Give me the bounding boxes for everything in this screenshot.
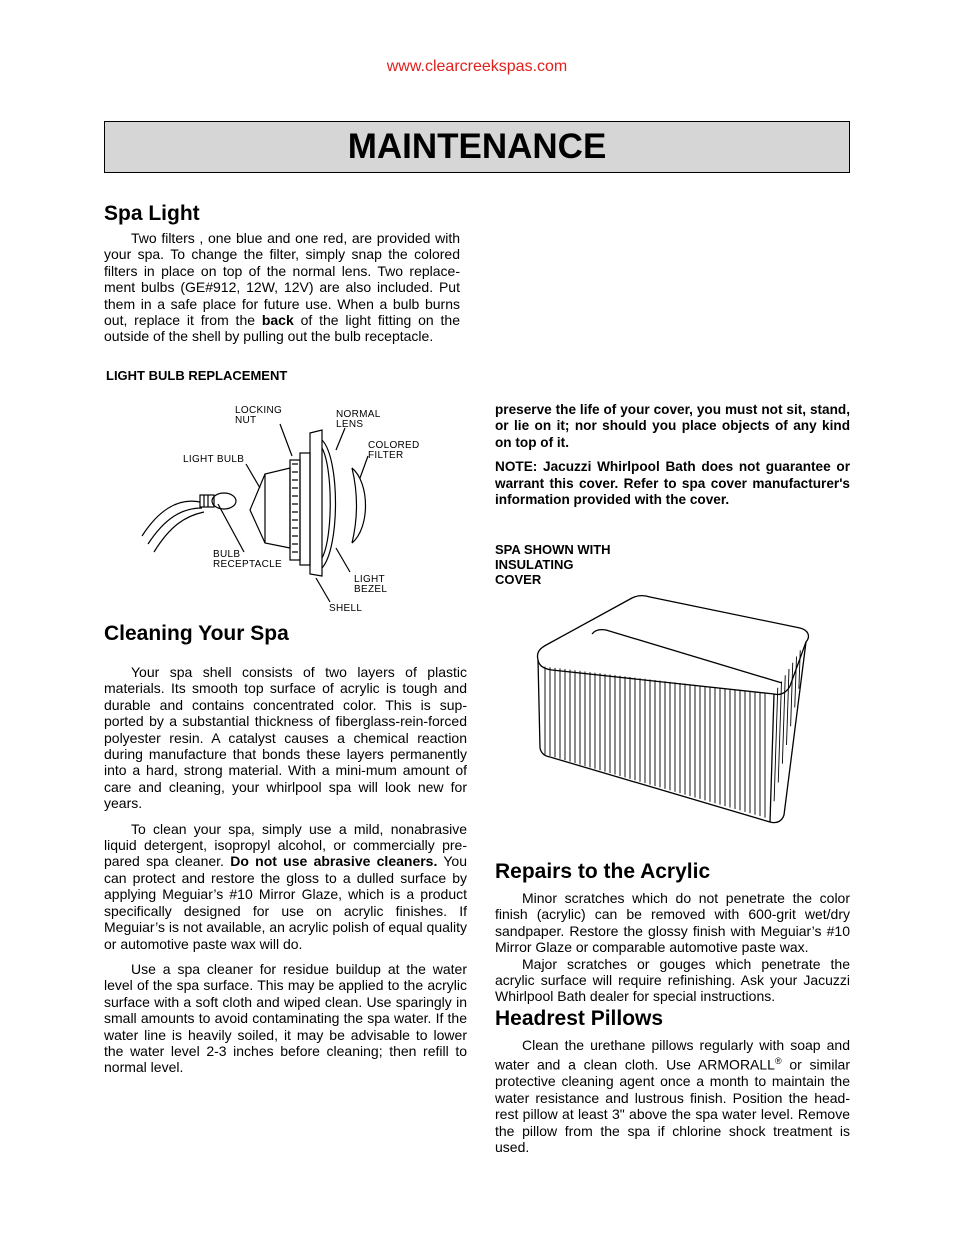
label-light-bulb: LIGHT BULB [183,454,245,465]
spa-light-heading: Spa Light [104,202,200,225]
spa-light-section [104,202,460,345]
repairs-heading: Repairs to the Acrylic [495,860,711,883]
spa-light-text-bold: back [261,312,294,329]
repairs-paragraph-2: Major scratches or gouges which penetrate the acrylic surface will require refinishing. Ask your Jacuzzi Whirlpool Bath dealer for special instructions. [495,955,850,1005]
repairs-section [495,860,850,1005]
page-title: MAINTENANCE [347,127,607,166]
title-banner [104,121,850,173]
spa-light-text-1: Two filters , one blue and one red, are provided with your spa. To change the filter, simply snap the colored filters in place on top of the normal lens. Two replace-ment bulbs (GE#912, 12W, 12V) are also included. Put them in a safe place for future use. When a bulb burns out, replace it from the [104,230,460,329]
cover-skirt-lines [545,650,800,817]
spa-cover-illustration [530,590,815,825]
cleaning-paragraph-2: To clean your spa, simply use a mild, nonabrasive liquid detergent, isopropyl alcohol, or commercially pre-pared spa cleaner. Do not use abrasive cleaners. You can protect and restore the gloss to a dulled surface by applying Meguiar’s #10 Mirror Glaze, which is a product specifically designed for use on acrylic finishes. If Meguiar’s is not available, an acrylic polish of equal quality or automotive paste wax will do. [104,820,467,952]
light-bulb-drawing [140,398,440,618]
label-bulb-receptacle: BULB RECEPTACLE [213,549,282,570]
cover-warning: preserve the life of your cover, you must not sit, stand, or lie on it; nor should you place objects of any kind on top of it. [495,402,850,450]
cleaning-heading: Cleaning Your Spa [104,622,289,645]
registered-mark: ® [774,1056,782,1067]
label-light-bezel: LIGHT BEZEL [354,574,388,595]
cover-note: NOTE: Jacuzzi Whirlpool Bath does not guarantee or warrant this cover. Refer to spa cover manufacturer's information provided with the cover. [495,459,850,508]
cleaning-section [104,622,467,1076]
headrest-section [495,1007,850,1156]
cleaning-warning-bold: Do not use abrasive cleaners. [230,853,438,870]
cover-caption: SPA SHOWN WITH INSULATING COVER [495,542,611,588]
header-url[interactable]: www.clearcreekspas.com [386,58,568,75]
spa-light-paragraph [104,230,460,345]
cleaning-paragraph-3: Use a spa cleaner for residue buildup at the water level of the spa surface. This may be applied to the acrylic surface with a soft cloth and wiped clean. Use sparingly in small amounts to avoid contaminating the spa water. If the water line is heavily soiled, it may be advisable to lower the water level 2-3 inches before cleaning; then refill to normal level. [104,960,467,1076]
repairs-paragraph-1: Minor scratches which do not penetrate the color finish (acrylic) can be removed with 600-grit wet/dry sandpaper. Restore the glossy finish with Meguiar’s #10 Mirror Glaze or comparable automotive paste wax. [495,890,850,956]
label-shell: SHELL [329,603,363,614]
light-bulb-diagram [140,398,440,618]
light-figure-caption: LIGHT BULB REPLACEMENT [106,368,288,383]
headrest-paragraph: Clean the urethane pillows regularly with soap and water and a clean cloth. Use ARMORALL® or similar protective cleaning agent once a month to maintain the water resistance and lustrous finish. Position the head-rest pillow at least 3" above the spa water level. Remove the pillow from the spa if chlorine shock treatment is used. [495,1037,851,1156]
spa-light-text-2: of the light fitting on the outside of the shell by pulling out the bulb receptacle. [104,312,461,345]
label-normal-lens: NORMAL LENS [336,409,381,430]
label-locking-nut: LOCKING NUT [235,405,283,426]
spa-cover-drawing [530,590,815,825]
headrest-heading: Headrest Pillows [495,1007,664,1030]
cover-section [495,402,850,587]
label-colored-filter: COLORED FILTER [368,440,420,461]
cleaning-paragraph-1: Your spa shell consists of two layers of plastic materials. Its smooth top surface of acrylic is tough and durable and contains concentrated color. This is sup-ported by a substantial thickness of fiberglass-rein-forced polyester resin. A catalyst causes a chemical reaction during manufacture that bonds these layers permanently into a hard, strong material. With a mini-mum amount of care and cleaning, your whirlpool spa will look new for years. [104,664,467,812]
